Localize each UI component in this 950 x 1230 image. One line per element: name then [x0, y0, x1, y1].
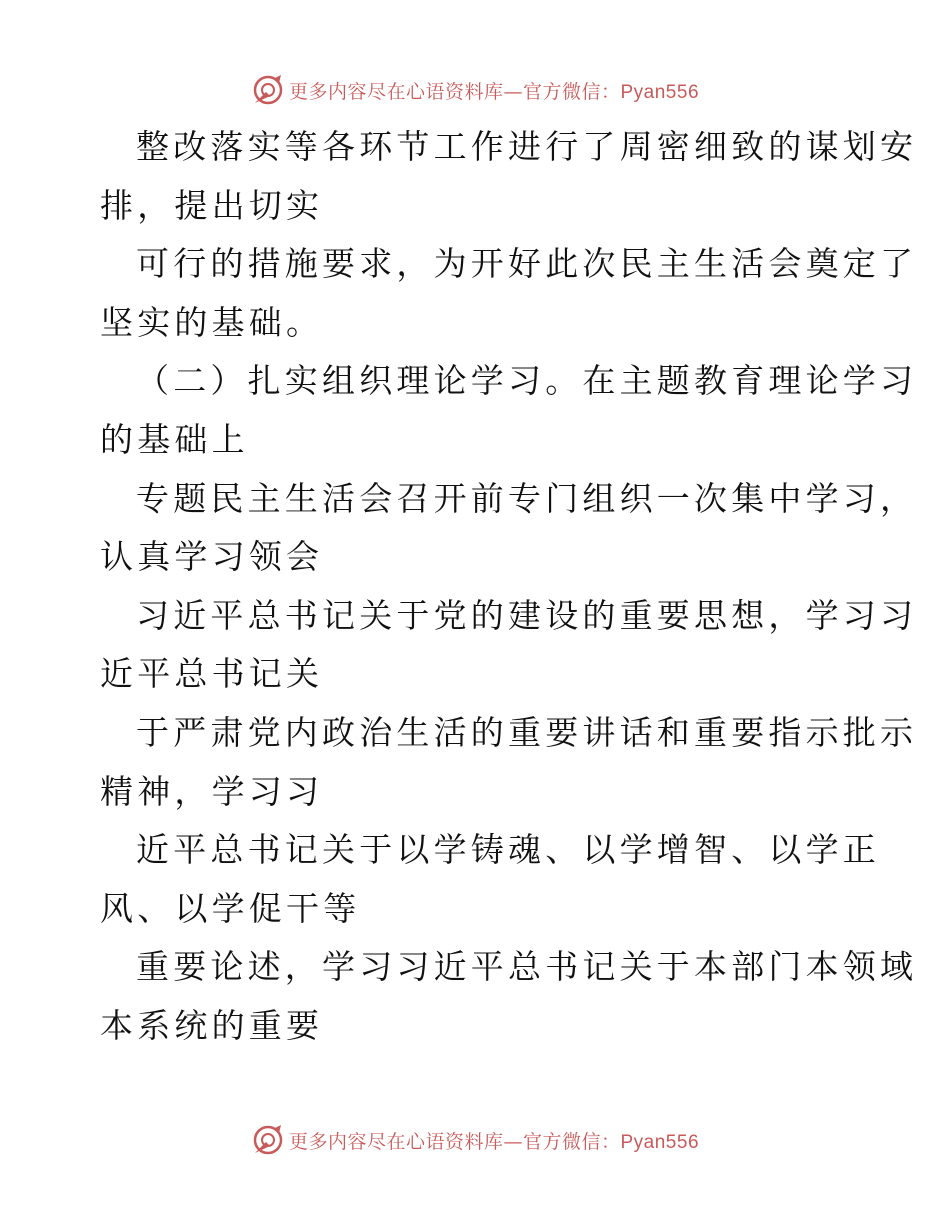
- brand-logo-icon: [251, 1123, 285, 1157]
- text-line: 近平总书记关: [100, 654, 324, 694]
- document-body: [100, 118, 918, 1056]
- watermark-handle: Pyan556: [620, 81, 700, 103]
- text-line: 风、以学促干等: [100, 888, 361, 928]
- footer-watermark: [0, 1120, 950, 1160]
- text-line: 专题民主生活会召开前专门组织一次集中学习，: [136, 478, 918, 518]
- text-line: 重要论述，学习习近平总书记关于本部门本领域: [136, 947, 918, 987]
- text-line: （二）扎实组织理论学习。在主题教育理论学习: [136, 361, 918, 401]
- text-line: 于严肃党内政治生活的重要讲话和重要指示批示: [136, 712, 918, 752]
- watermark-text: 更多内容尽在心语资料库—官方微信：: [288, 80, 621, 103]
- text-line: 近平总书记关于以学铸魂、以学增智、以学正: [136, 830, 880, 870]
- header-watermark: [0, 70, 950, 110]
- text-line: 坚实的基础。: [100, 302, 324, 342]
- text-line: 的基础上: [100, 419, 249, 459]
- watermark-text: 更多内容尽在心语资料库—官方微信：: [288, 1130, 621, 1153]
- text-line: 习近平总书记关于党的建设的重要思想，学习习: [136, 595, 918, 635]
- text-line: 精神，学习习: [100, 771, 324, 811]
- text-line: 排，提出切实: [100, 185, 324, 225]
- watermark-handle: Pyan556: [620, 1131, 700, 1153]
- text-line: 可行的措施要求，为开好此次民主生活会奠定了: [136, 244, 918, 284]
- brand-logo-icon: [251, 73, 285, 107]
- text-line: 认真学习领会: [100, 537, 324, 577]
- text-line: 整改落实等各环节工作进行了周密细致的谋划安: [136, 127, 918, 166]
- text-line: 本系统的重要: [100, 1005, 324, 1045]
